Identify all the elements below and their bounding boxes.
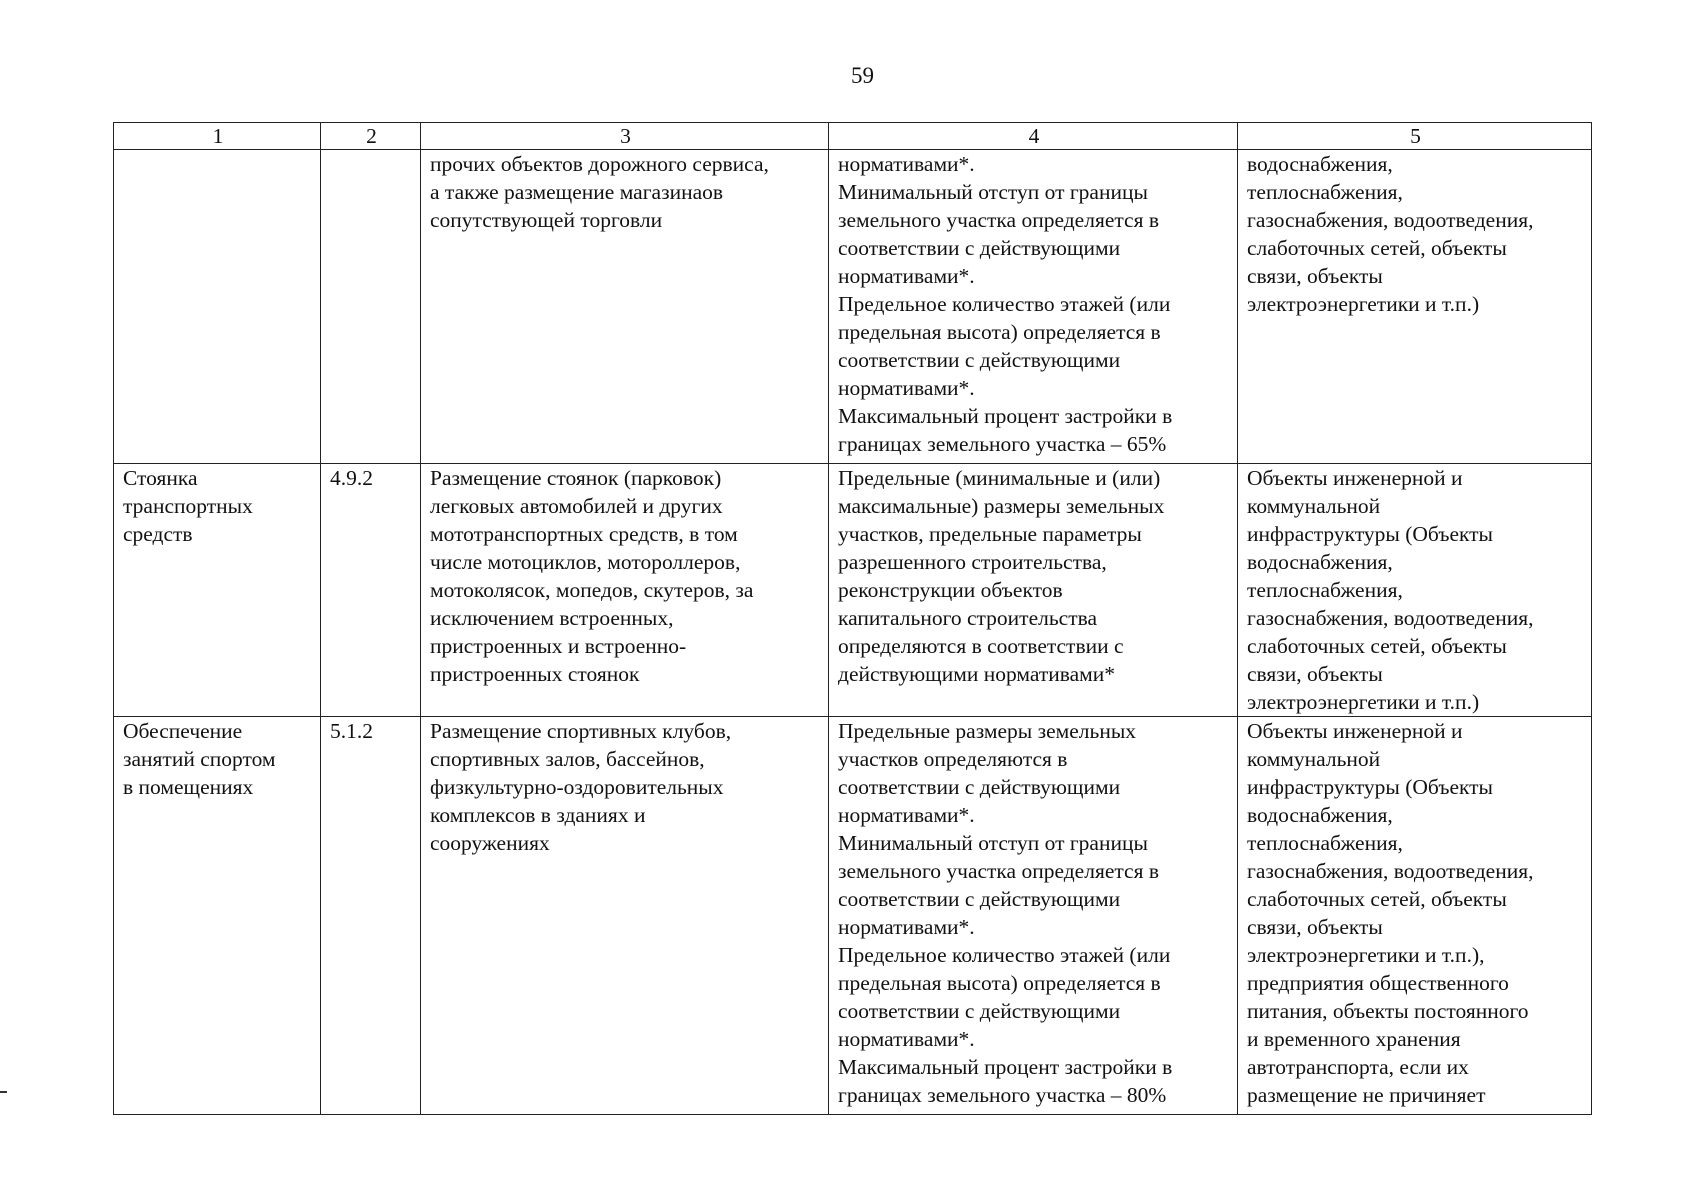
parameters-cell <box>829 150 1238 464</box>
use-code: 4.9.2 <box>330 466 373 490</box>
use-name: Обеспечение занятий спортом в помещениях <box>123 719 276 799</box>
use-description-cell <box>421 464 829 717</box>
auxiliary-uses: водоснабжения, теплоснабжения, газоснабжения, водоотведения, слаботочных сетей, объекты связи, объекты электроэнергетики и т.п.) <box>1247 152 1534 316</box>
use-code-cell <box>321 150 421 464</box>
use-name-cell <box>114 150 321 464</box>
parameters-cell <box>829 717 1238 1115</box>
use-name-cell <box>114 464 321 717</box>
use-name: Стоянка транспортных средств <box>123 466 253 546</box>
parameters: нормативами*. Минимальный отступ от границы земельного участка определяется в соответствии с действующими нормативами*. Предельное количество этажей (или предельная высота) определяется в соответствии с действующими нормативами*. Максимальный процент застройки в границах земельного участка – 65% <box>838 152 1173 456</box>
use-description: Размещение спортивных клубов, спортивных залов, бассейнов, физкультурно-оздоровительных комплексов в зданиях и сооружениях <box>430 719 732 855</box>
auxiliary-cell <box>1238 150 1592 464</box>
use-name-cell <box>114 717 321 1115</box>
parameters-cell <box>829 464 1238 717</box>
auxiliary-uses: Объекты инженерной и коммунальной инфраструктуры (Объекты водоснабжения, теплоснабжения, газоснабжения, водоотведения, слаботочных сетей, объекты связи, объекты электроэнергетики и т.п.) <box>1247 466 1534 714</box>
column-header: 5 <box>1238 123 1592 150</box>
table-row <box>114 150 1592 464</box>
use-code: 5.1.2 <box>330 719 373 743</box>
column-header: 1 <box>114 123 321 150</box>
use-description: Размещение стоянок (парковок) легковых автомобилей и других мототранспортных средств, в том числе мотоциклов, мотороллеров, мотоколясок, мопедов, скутеров, за исключением встроенных, пристроенных и встроенно- пристроенных стоянок <box>430 466 754 686</box>
auxiliary-cell <box>1238 717 1592 1115</box>
regulations-table <box>113 122 1592 1115</box>
auxiliary-uses: Объекты инженерной и коммунальной инфраструктуры (Объекты водоснабжения, теплоснабжения, газоснабжения, водоотведения, слаботочных сетей, объекты связи, объекты электроэнергетики и т.п.), предприятия общественного питания, объекты постоянного и временного хранения автотранспорта, если их размещение не причиняет <box>1247 719 1534 1107</box>
auxiliary-cell <box>1238 464 1592 717</box>
page-number: 59 <box>851 63 874 88</box>
column-header: 4 <box>829 123 1238 150</box>
margin-mark <box>0 1091 7 1093</box>
use-description-cell <box>421 717 829 1115</box>
use-description-cell <box>421 150 829 464</box>
table-row <box>114 464 1592 717</box>
column-header: 3 <box>421 123 829 150</box>
use-code-cell <box>321 717 421 1115</box>
table-header-row <box>114 123 1592 150</box>
parameters: Предельные (минимальные и (или) максимальные) размеры земельных участков, предельные параметры разрешенного строительства, реконструкции объектов капитального строительства определяются в соответствии с действующими нормативами* <box>838 466 1165 686</box>
use-description: прочих объектов дорожного сервиса, а также размещение магазинаов сопутствующей торговли <box>430 152 769 232</box>
table-row <box>114 717 1592 1115</box>
column-header: 2 <box>321 123 421 150</box>
parameters: Предельные размеры земельных участков определяются в соответствии с действующими нормативами*. Минимальный отступ от границы земельного участка определяется в соответствии с действующими нормативами*. Предельное количество этажей (или предельная высота) определяется в соответствии с действующими нормативами*. Максимальный процент застройки в границах земельного участка – 80% <box>838 719 1173 1107</box>
use-code-cell <box>321 464 421 717</box>
